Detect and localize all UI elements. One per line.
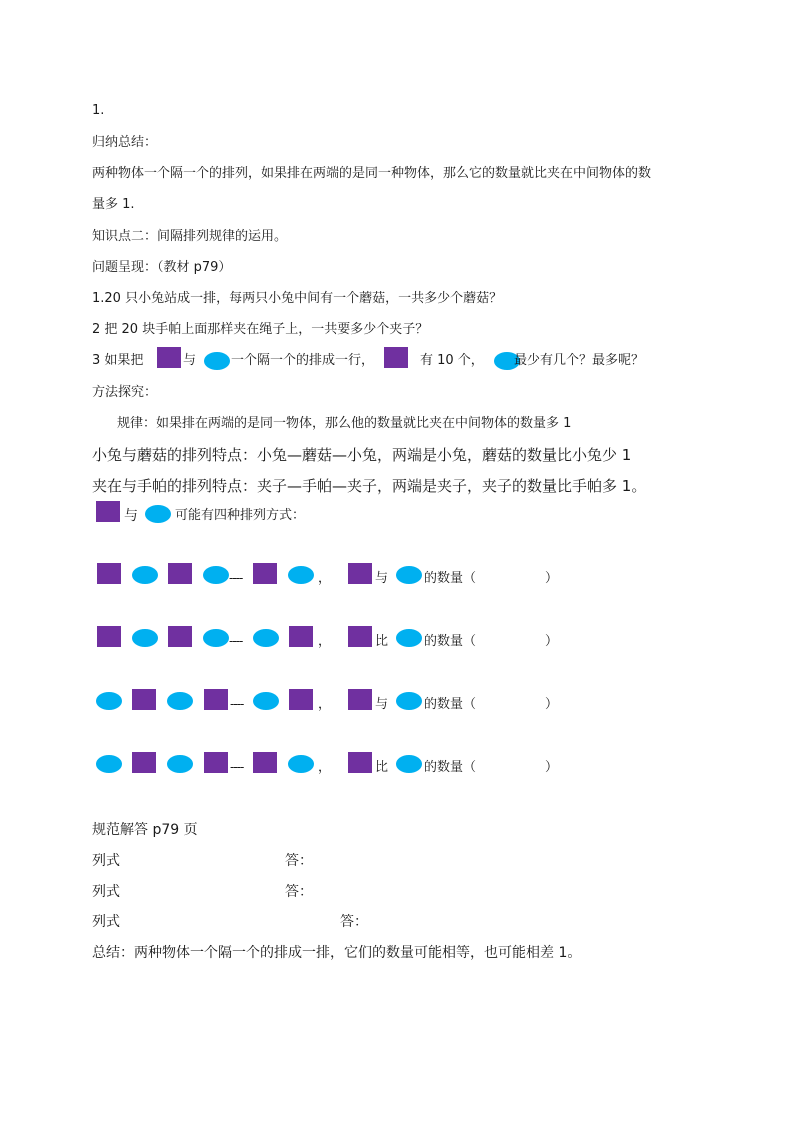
- purple-square-icon: [204, 689, 228, 710]
- problem-1: 1.20 只小兔站成一排，每两只小兔中间有一个蘑菇，一共多少个蘑菇？: [92, 291, 503, 306]
- purple-square-icon: [253, 752, 277, 773]
- blue-oval-icon: [396, 566, 422, 584]
- blue-oval-icon: [253, 629, 279, 647]
- purple-square-icon: [204, 752, 228, 773]
- purple-square-icon: [348, 752, 372, 773]
- dash-separator: ----: [230, 697, 244, 711]
- blue-oval-icon: [288, 566, 314, 584]
- blue-oval-icon: [167, 755, 193, 773]
- item-number: 1.: [92, 103, 105, 118]
- blue-oval-icon: [132, 629, 158, 647]
- relation-word: 与: [375, 697, 389, 712]
- blue-oval-icon: [396, 755, 422, 773]
- formula-label: 列式: [92, 884, 120, 900]
- purple-square-icon: [384, 347, 408, 368]
- blue-oval-icon: [253, 692, 279, 710]
- summary-text-line-2: 量多 1.: [92, 197, 135, 212]
- dash-separator: ----: [229, 634, 243, 648]
- comma: ，: [318, 571, 332, 586]
- purple-square-icon: [348, 563, 372, 584]
- close-paren: ）: [545, 571, 559, 586]
- purple-square-icon: [348, 689, 372, 710]
- purple-square-icon: [96, 501, 120, 522]
- blue-oval-icon: [96, 692, 122, 710]
- arrangement-intro-text: 可能有四种排列方式：: [175, 508, 306, 523]
- rule-text: 规律：如果排在两端的是同一物体，那么他的数量就比夹在中间物体的数量多 1: [117, 416, 572, 431]
- close-paren: ）: [545, 697, 559, 712]
- problem-2: 2 把 20 块手帕上面那样夹在绳子上，一共要多少个夹子？: [92, 322, 429, 337]
- purple-square-icon: [289, 689, 313, 710]
- relation-word: 比: [375, 760, 389, 775]
- blue-oval-icon: [96, 755, 122, 773]
- method-heading: 方法探究：: [92, 385, 158, 400]
- answer-label: 答：: [285, 884, 313, 900]
- blue-oval-icon: [132, 566, 158, 584]
- relation-word: 比: [375, 634, 389, 649]
- problem-3-question: 最少有几个？最多呢？: [514, 353, 645, 368]
- purple-square-icon: [168, 563, 192, 584]
- rabbit-mushroom-pattern: 小兔与蘑菇的排列特点：小兔—蘑菇—小兔，两端是小兔，蘑菇的数量比小兔少 1: [92, 446, 632, 464]
- heading-summary: 归纳总结：: [92, 135, 158, 150]
- blue-oval-icon: [145, 505, 171, 523]
- comma: ，: [318, 634, 332, 649]
- blue-oval-icon: [203, 566, 229, 584]
- purple-square-icon: [97, 563, 121, 584]
- blue-oval-icon: [288, 755, 314, 773]
- summary-text-line-1: 两种物体一个隔一个的排列，如果排在两端的是同一种物体，那么它的数量就比夹在中间物体的数: [92, 166, 652, 181]
- purple-square-icon: [168, 626, 192, 647]
- formula-label: 列式: [92, 914, 120, 930]
- dash-separator: ----: [230, 760, 244, 774]
- problem-presentation: 问题呈现：（教材 p79）: [92, 260, 232, 275]
- clip-handkerchief-pattern: 夹在与手帕的排列特点：夹子—手帕—夹子，两端是夹子，夹子的数量比手帕多 1。: [92, 477, 647, 495]
- purple-square-icon: [253, 563, 277, 584]
- count-text: 的数量（: [424, 634, 477, 649]
- formula-label: 列式: [92, 853, 120, 869]
- purple-square-icon: [157, 347, 181, 368]
- blue-oval-icon: [167, 692, 193, 710]
- knowledge-point-2: 知识点二：间隔排列规律的运用。: [92, 229, 288, 244]
- count-text: 的数量（: [424, 571, 477, 586]
- purple-square-icon: [289, 626, 313, 647]
- problem-3-and: 与: [183, 353, 197, 368]
- arrangement-intro-and: 与: [124, 508, 138, 524]
- problem-3-middle: 一个隔一个的排成一行，: [231, 353, 375, 368]
- blue-oval-icon: [396, 692, 422, 710]
- purple-square-icon: [132, 689, 156, 710]
- blue-oval-icon: [204, 352, 230, 370]
- comma: ，: [318, 697, 332, 712]
- close-paren: ）: [545, 760, 559, 775]
- problem-3-prefix: 3 如果把: [92, 353, 144, 368]
- count-text: 的数量（: [424, 697, 477, 712]
- final-summary: 总结：两种物体一个隔一个的排成一排，它们的数量可能相等，也可能相差 1。: [92, 945, 582, 961]
- problem-3-count: 有 10 个，: [420, 353, 484, 368]
- purple-square-icon: [132, 752, 156, 773]
- close-paren: ）: [545, 634, 559, 649]
- comma: ，: [318, 760, 332, 775]
- standard-answer-title: 规范解答 p79 页: [92, 822, 198, 838]
- answer-label: 答：: [340, 914, 368, 930]
- relation-word: 与: [375, 571, 389, 586]
- count-text: 的数量（: [424, 760, 477, 775]
- purple-square-icon: [97, 626, 121, 647]
- blue-oval-icon: [396, 629, 422, 647]
- purple-square-icon: [348, 626, 372, 647]
- answer-label: 答：: [285, 853, 313, 869]
- dash-separator: ----: [229, 571, 243, 585]
- blue-oval-icon: [203, 629, 229, 647]
